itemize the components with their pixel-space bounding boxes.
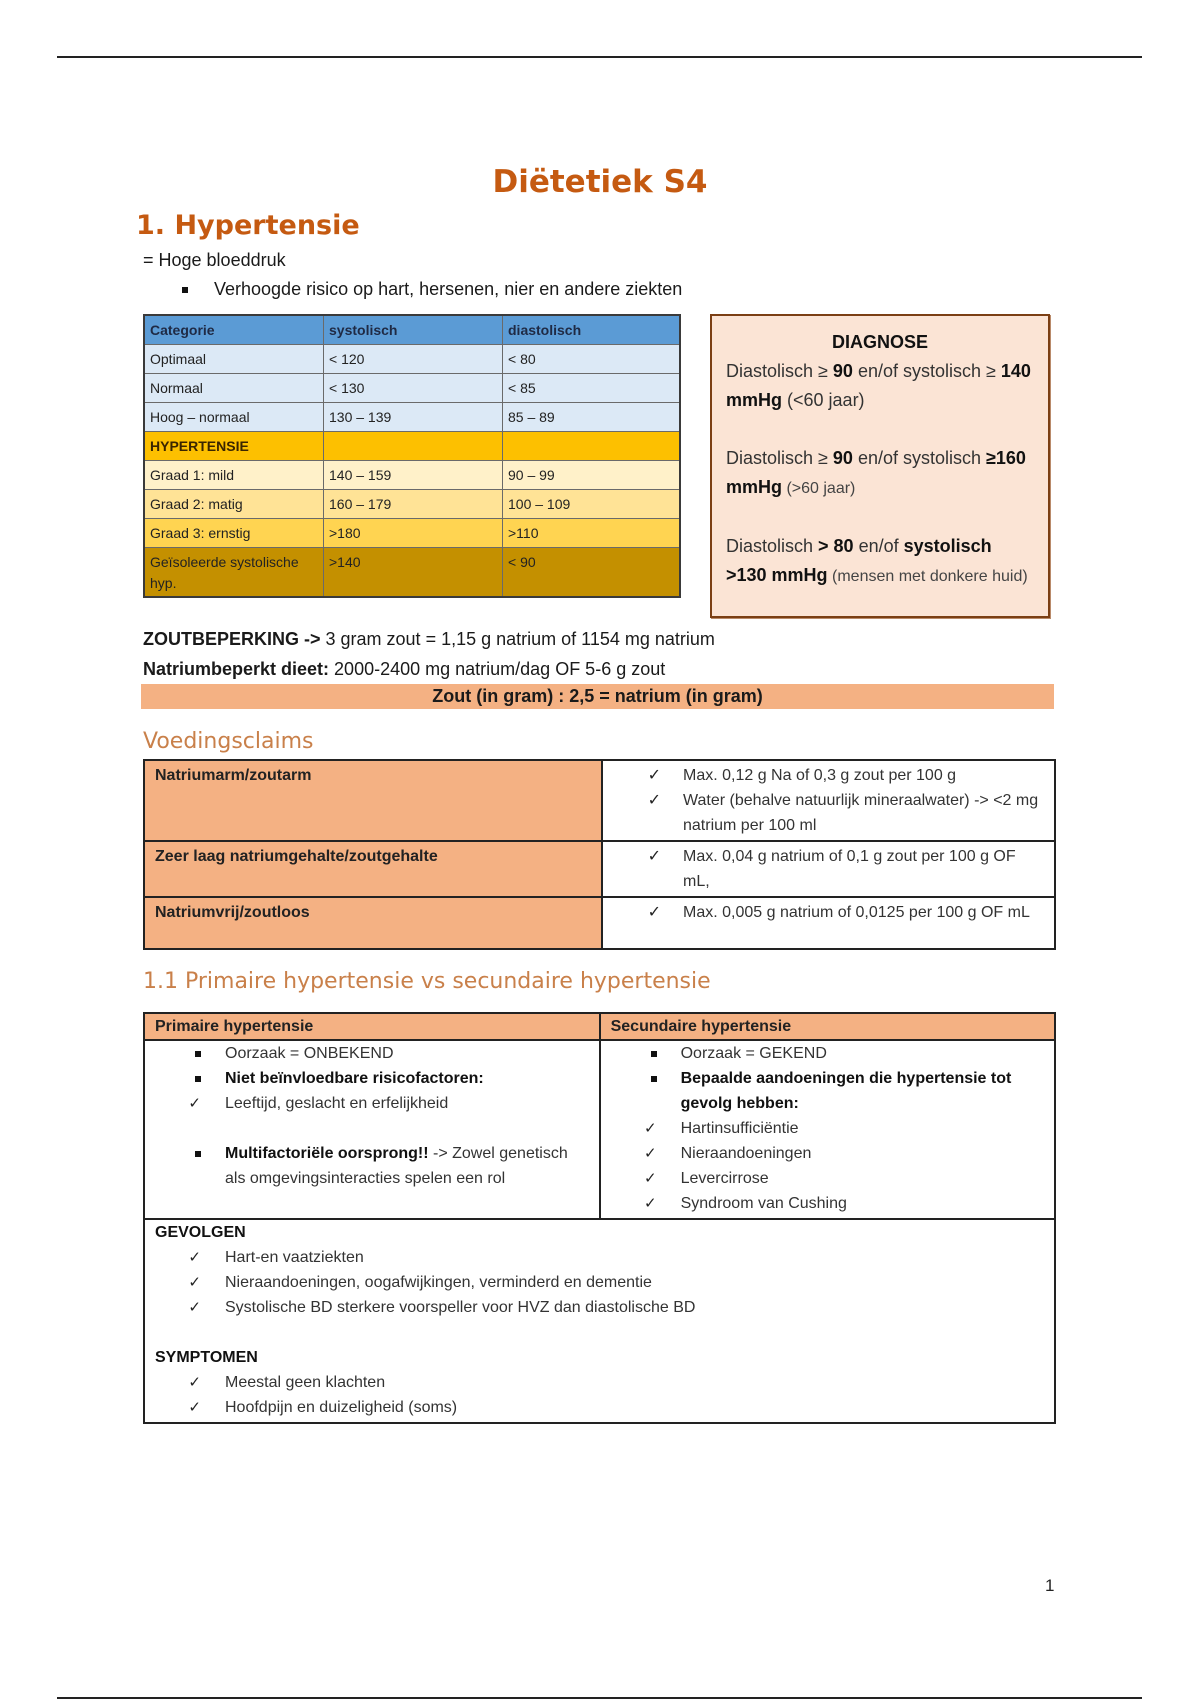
table-row — [144, 403, 680, 432]
cell-diastolic: < 90 — [503, 548, 681, 598]
table-row — [144, 1040, 1055, 1219]
table-row — [144, 374, 680, 403]
claim-label: Zeer laag natriumgehalte/zoutgehalte — [144, 841, 602, 897]
check-icon: ✓ — [188, 1095, 201, 1112]
cell-category: Graad 3: ernstig — [144, 519, 324, 548]
cell-category: Hoog – normaal — [144, 403, 324, 432]
cell-systolic: 130 – 139 — [324, 403, 503, 432]
cell-systolic: >180 — [324, 519, 503, 548]
cell-systolic: 140 – 159 — [324, 461, 503, 490]
check-icon: ✓ — [188, 1249, 201, 1266]
table-row — [144, 519, 680, 548]
secondary-column: Oorzaak = GEKEND Bepaalde aandoeningen die hypertensie tot gevolg hebben: ✓ Hartinsufficiëntie ✓ Nieraandoeningen ✓ Levercirrose ✓ Syndroom van Cushing — [600, 1040, 1055, 1219]
check-icon: ✓ — [644, 1195, 657, 1212]
primary-column: Oorzaak = ONBEKEND Niet beïnvloedbare risicofactoren: ✓ Leeftijd, geslacht en erfelijkheid Multifactoriële oorsprong!! -> Zowel genetisch als omgevingsinteracties spelen een rol — [144, 1040, 600, 1219]
cell-diastolic: 85 – 89 — [503, 403, 681, 432]
square-bullet-icon — [195, 1076, 201, 1082]
claim-values: ✓ Max. 0,12 g Na of 0,3 g zout per 100 g ✓ Water (behalve natuurlijk mineraalwater) -> <2 mg natrium per 100 ml — [602, 760, 1055, 841]
cell-category: Normaal — [144, 374, 324, 403]
footer-rule — [57, 1697, 1142, 1699]
column-header: Categorie — [144, 315, 324, 345]
claim-label: Natriumarm/zoutarm — [144, 760, 602, 841]
secondary-header: Secundaire hypertensie — [600, 1013, 1055, 1040]
claim-values: ✓ Max. 0,005 g natrium of 0,0125 per 100 g OF mL — [602, 897, 1055, 949]
section-1-1-heading: 1.1 Primaire hypertensie vs secundaire hypertensie — [143, 969, 711, 994]
table-row — [144, 841, 1055, 897]
claims-table — [143, 759, 1056, 950]
check-icon: ✓ — [647, 904, 661, 921]
primary-header: Primaire hypertensie — [144, 1013, 600, 1040]
square-bullet-icon — [651, 1076, 657, 1082]
zoutbeperking-line: ZOUTBEPERKING -> 3 gram zout = 1,15 g natrium of 1154 mg natrium — [143, 629, 715, 649]
check-icon: ✓ — [188, 1374, 201, 1391]
square-bullet-icon — [195, 1151, 201, 1157]
diagnose-heading: DIAGNOSE — [831, 332, 928, 352]
claim-label: Natriumvrij/zoutloos — [144, 897, 602, 949]
table-row — [144, 760, 1055, 841]
square-bullet-icon — [195, 1051, 201, 1057]
primary-secondary-table — [143, 1012, 1056, 1424]
risk-bullet — [182, 279, 682, 300]
column-header: systolisch — [324, 315, 503, 345]
cell-diastolic: 90 – 99 — [503, 461, 681, 490]
cell-diastolic: < 80 — [503, 345, 681, 374]
gevolgen-heading: GEVOLGEN — [155, 1224, 246, 1241]
cell-diastolic — [503, 432, 681, 461]
diagnose-criterion: Diastolisch > 80 en/of systolisch >130 mmHg (mensen met donkere huid) — [726, 536, 1028, 585]
symptomen-heading: SYMPTOMEN — [155, 1349, 258, 1366]
natriumbeperkt-line: Natriumbeperkt dieet: 2000-2400 mg natrium/dag OF 5-6 g zout — [143, 659, 666, 679]
table-row — [144, 345, 680, 374]
table-row — [144, 897, 1055, 949]
claim-values: ✓ Max. 0,04 g natrium of 0,1 g zout per 100 g OF mL, — [602, 841, 1055, 897]
table-row — [144, 548, 680, 598]
cell-category: Optimaal — [144, 345, 324, 374]
definition-text: = Hoge bloeddruk — [143, 250, 286, 270]
square-bullet-icon — [651, 1051, 657, 1057]
check-icon: ✓ — [644, 1120, 657, 1137]
check-icon: ✓ — [644, 1145, 657, 1162]
page-number: 1 — [1045, 1576, 1055, 1595]
table-row — [144, 1219, 1055, 1423]
cell-systolic: 160 – 179 — [324, 490, 503, 519]
voedingsclaims-heading: Voedingsclaims — [143, 729, 314, 754]
cell-diastolic: >110 — [503, 519, 681, 548]
blood-pressure-table — [143, 314, 681, 598]
check-icon: ✓ — [188, 1299, 201, 1316]
cell-category: Graad 2: matig — [144, 490, 324, 519]
table-header-row — [144, 1013, 1055, 1040]
conversion-formula: Zout (in gram) : 2,5 = natrium (in gram) — [141, 684, 1054, 709]
check-icon: ✓ — [647, 792, 661, 809]
diagnose-criterion: Diastolisch ≥ 90 en/of systolisch ≥160 mmHg (>60 jaar) — [726, 448, 1026, 497]
check-icon: ✓ — [188, 1274, 201, 1291]
cell-systolic: < 130 — [324, 374, 503, 403]
cell-systolic: < 120 — [324, 345, 503, 374]
check-icon: ✓ — [647, 767, 661, 784]
cell-systolic — [324, 432, 503, 461]
table-row — [144, 490, 680, 519]
cell-category: Graad 1: mild — [144, 461, 324, 490]
check-icon: ✓ — [647, 848, 661, 865]
table-header-row — [144, 315, 680, 345]
cell-diastolic: < 85 — [503, 374, 681, 403]
cell-category: Geïsoleerde systolische hyp. — [144, 548, 324, 598]
check-icon: ✓ — [188, 1399, 201, 1416]
gevolgen-symptomen-cell: GEVOLGEN ✓ Hart-en vaatziekten ✓ Nieraandoeningen, oogafwijkingen, verminderd en dementie ✓ Systolische BD sterkere voorspeller voor HVZ dan diastolische BD SYMPTOMEN ✓ Meestal geen klachten ✓ Hoofdpijn en duizeligheid (soms) — [144, 1219, 1055, 1423]
cell-diastolic: 100 – 109 — [503, 490, 681, 519]
diagnose-box — [710, 314, 1050, 618]
check-icon: ✓ — [644, 1170, 657, 1187]
cell-systolic: >140 — [324, 548, 503, 598]
table-row — [144, 461, 680, 490]
document-title: Diëtetiek S4 — [492, 164, 708, 200]
diagnose-criterion: Diastolisch ≥ 90 en/of systolisch ≥ 140 mmHg (<60 jaar) — [726, 361, 1031, 410]
risk-bullet-text: Verhoogde risico op hart, hersenen, nier en andere ziekten — [214, 279, 683, 299]
column-header: diastolisch — [503, 315, 681, 345]
cell-category: HYPERTENSIE — [144, 432, 324, 461]
table-row-hypertensie — [144, 432, 680, 461]
square-bullet-icon — [182, 287, 188, 293]
header-rule — [57, 56, 1142, 58]
section-heading-hypertensie: 1. Hypertensie — [136, 210, 360, 241]
